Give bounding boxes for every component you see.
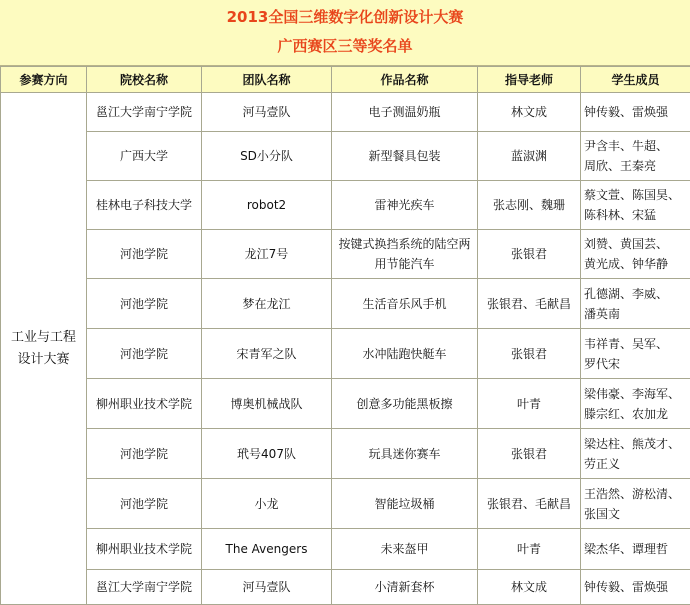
team-cell: [202, 93, 332, 132]
work-name: 水冲陆跑快艇车: [362, 347, 446, 361]
teacher-name: 张银君、毛献昌: [487, 297, 571, 311]
team-name: 龙江7号: [245, 247, 289, 261]
work-name: 玩具迷你赛车: [368, 447, 440, 461]
students-line: 梁达柱、熊茂才、: [584, 437, 680, 451]
work-name: 创意多功能黑板擦: [356, 397, 452, 411]
work-name-line2: 用节能汽车: [374, 257, 434, 271]
work-cell: [332, 479, 478, 529]
table-row: [1, 570, 690, 605]
team-cell: [202, 379, 332, 429]
team-cell: [202, 181, 332, 230]
students-line2: 陈科林、宋猛: [584, 208, 656, 222]
work-cell: [332, 329, 478, 379]
students-line2: 罗代宋: [584, 357, 620, 371]
school-cell: [87, 329, 202, 379]
students-cell: [581, 132, 690, 181]
teacher-name: 林文成: [511, 580, 547, 594]
students-line: 孔德湖、李威、: [584, 287, 668, 301]
table-row: [1, 279, 690, 329]
students-line2: 劳正义: [584, 457, 620, 471]
teacher-cell: [478, 379, 581, 429]
teacher-cell: [478, 230, 581, 279]
column-header: 学生成员: [581, 67, 690, 93]
students-cell: [581, 279, 690, 329]
table-row: [1, 181, 690, 230]
teacher-cell: [478, 529, 581, 570]
students-cell: [581, 329, 690, 379]
students-line: 梁杰华、谭理哲: [584, 542, 668, 556]
team-cell: [202, 132, 332, 181]
work-name: 智能垃圾桶: [374, 497, 434, 511]
students-line: 刘赞、黄国芸、: [584, 237, 668, 251]
work-cell: [332, 570, 478, 605]
team-name: 河马壹队: [242, 105, 290, 119]
school-name: 河池学院: [120, 447, 168, 461]
team-cell: [202, 529, 332, 570]
school-name: 邕江大学南宁学院: [96, 580, 192, 594]
students-cell: [581, 181, 690, 230]
teacher-name: 林文成: [511, 105, 547, 119]
teacher-cell: [478, 93, 581, 132]
work-name: 电子测温奶瓶: [368, 105, 440, 119]
table-row: [1, 329, 690, 379]
team-name: The Avengers: [226, 542, 308, 556]
teacher-cell: [478, 570, 581, 605]
school-name: 河池学院: [120, 347, 168, 361]
students-cell: [581, 479, 690, 529]
table-row: [1, 93, 690, 132]
students-line: 钟传毅、雷焕强: [584, 580, 668, 594]
students-line: 韦祥青、吴军、: [584, 337, 668, 351]
page-title: 2013全国三维数字化创新设计大赛: [0, 6, 690, 27]
team-name: robot2: [247, 198, 286, 212]
team-name: 河马壹队: [242, 580, 290, 594]
students-line2: 黄光成、钟华静: [584, 257, 668, 271]
school-name: 广西大学: [120, 149, 168, 163]
work-cell: [332, 529, 478, 570]
students-cell: [581, 429, 690, 479]
school-cell: [87, 570, 202, 605]
students-cell: [581, 379, 690, 429]
category-line: 工业与工程: [11, 330, 76, 345]
teacher-cell: [478, 429, 581, 479]
team-cell: [202, 279, 332, 329]
school-cell: [87, 93, 202, 132]
students-line: 钟传毅、雷焕强: [584, 105, 668, 119]
teacher-cell: [478, 132, 581, 181]
work-cell: [332, 230, 478, 279]
school-name: 河池学院: [120, 297, 168, 311]
column-header: 参赛方向: [1, 67, 87, 93]
teacher-name: 张银君: [511, 447, 547, 461]
school-name: 桂林电子科技大学: [96, 198, 192, 212]
students-line2: 滕宗红、农加龙: [584, 407, 668, 421]
column-header: 团队名称: [202, 67, 332, 93]
team-cell: [202, 479, 332, 529]
school-cell: [87, 379, 202, 429]
page-subtitle: 广西赛区三等奖名单: [0, 35, 690, 56]
students-line: 梁伟豪、李海军、: [584, 387, 680, 401]
team-name: 小龙: [254, 497, 278, 511]
column-header: 院校名称: [87, 67, 202, 93]
school-cell: [87, 132, 202, 181]
students-line2: 周欣、王秦亮: [584, 159, 656, 173]
students-cell: [581, 230, 690, 279]
column-header: 指导老师: [478, 67, 581, 93]
school-name: 河池学院: [120, 497, 168, 511]
team-name: 博奥机械战队: [230, 397, 302, 411]
school-cell: [87, 230, 202, 279]
school-cell: [87, 529, 202, 570]
table-row: [1, 529, 690, 570]
team-cell: [202, 429, 332, 479]
work-cell: [332, 279, 478, 329]
teacher-name: 叶青: [517, 542, 541, 556]
students-cell: [581, 529, 690, 570]
table-row: [1, 429, 690, 479]
school-cell: [87, 429, 202, 479]
work-cell: [332, 429, 478, 479]
table-row: [1, 230, 690, 279]
table-row: [1, 379, 690, 429]
team-name: 宋青军之队: [236, 347, 296, 361]
team-name: 玳号407队: [237, 447, 296, 461]
team-name: SD小分队: [240, 149, 293, 163]
teacher-cell: [478, 329, 581, 379]
students-cell: [581, 93, 690, 132]
category-cell: [1, 93, 87, 605]
school-cell: [87, 181, 202, 230]
team-cell: [202, 230, 332, 279]
students-line: 蔡文萱、陈国昊、: [584, 188, 680, 202]
work-name: 新型餐具包装: [368, 149, 440, 163]
teacher-name: 蓝淑渊: [511, 149, 547, 163]
work-cell: [332, 93, 478, 132]
students-line2: 张国文: [584, 507, 620, 521]
award-table: [0, 66, 690, 605]
work-name: 按键式换挡系统的陆空两: [338, 237, 470, 251]
teacher-name: 张志刚、魏珊: [493, 198, 565, 212]
teacher-name: 张银君: [511, 247, 547, 261]
school-name: 邕江大学南宁学院: [96, 105, 192, 119]
table-row: [1, 479, 690, 529]
school-name: 柳州职业技术学院: [96, 542, 192, 556]
work-cell: [332, 132, 478, 181]
teacher-cell: [478, 181, 581, 230]
table-header-row: [1, 67, 690, 93]
work-cell: [332, 181, 478, 230]
work-name: 未来盔甲: [380, 542, 428, 556]
work-cell: [332, 379, 478, 429]
students-line: 尹含丰、牛超、: [584, 139, 668, 153]
teacher-name: 张银君: [511, 347, 547, 361]
school-cell: [87, 479, 202, 529]
teacher-name: 叶青: [517, 397, 541, 411]
school-cell: [87, 279, 202, 329]
team-cell: [202, 570, 332, 605]
teacher-cell: [478, 279, 581, 329]
column-header: 作品名称: [332, 67, 478, 93]
work-name: 生活音乐风手机: [362, 297, 446, 311]
students-cell: [581, 570, 690, 605]
work-name: 小清新套杯: [374, 580, 434, 594]
team-cell: [202, 329, 332, 379]
teacher-name: 张银君、毛献昌: [487, 497, 571, 511]
students-line: 王浩然、游松清、: [584, 487, 680, 501]
students-line2: 潘英南: [584, 307, 620, 321]
team-name: 梦在龙江: [242, 297, 290, 311]
category-line: 设计大赛: [17, 352, 69, 367]
school-name: 柳州职业技术学院: [96, 397, 192, 411]
school-name: 河池学院: [120, 247, 168, 261]
table-row: [1, 132, 690, 181]
title-banner: [0, 0, 690, 66]
work-name: 雷神光疾车: [374, 198, 434, 212]
teacher-cell: [478, 479, 581, 529]
